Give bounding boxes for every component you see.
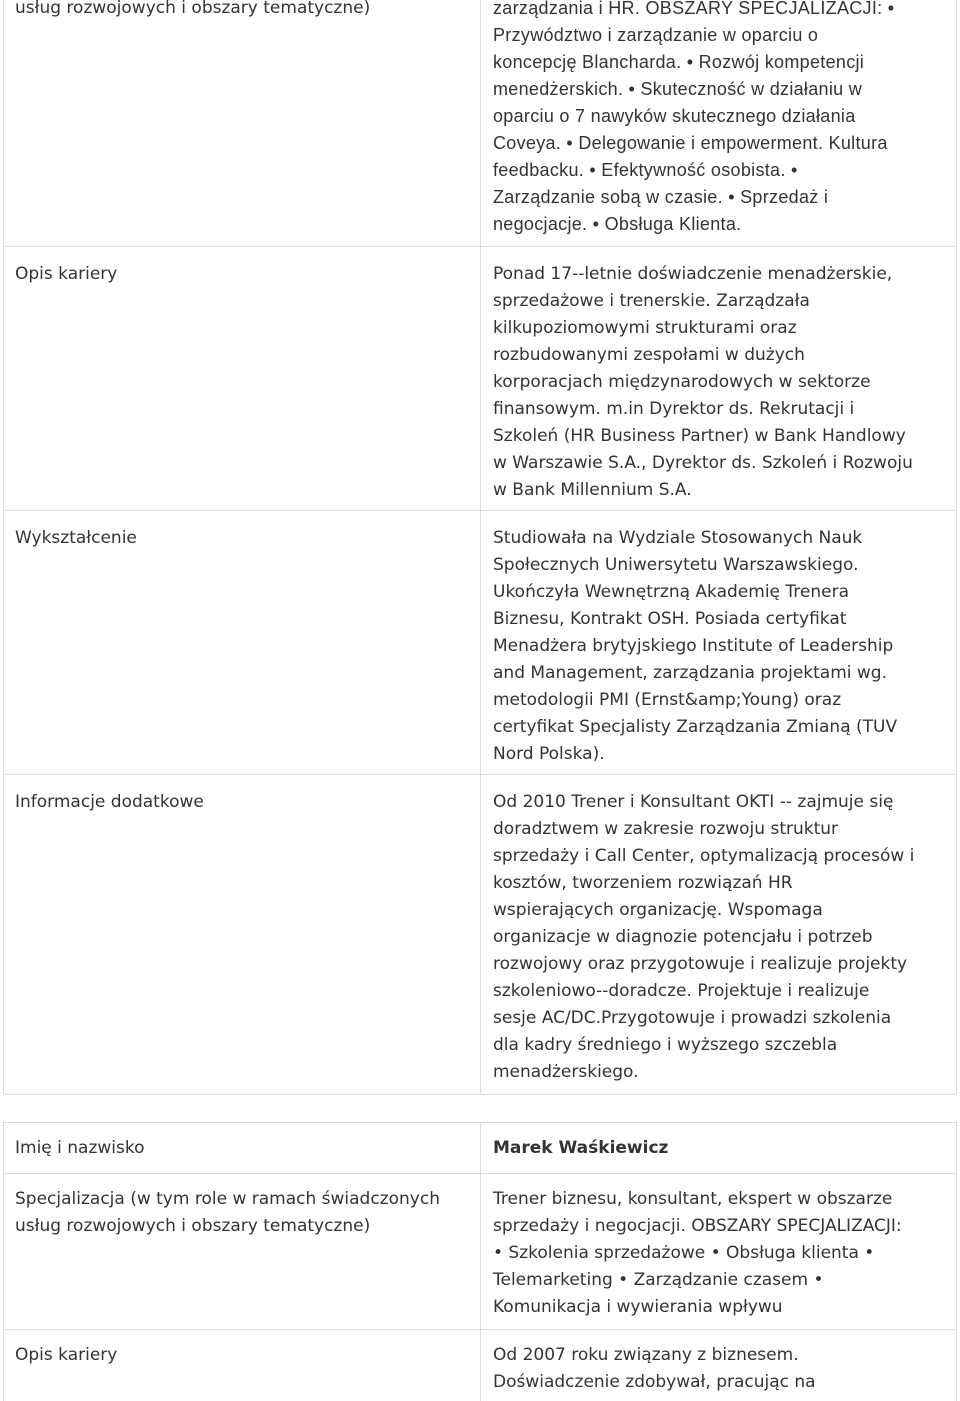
- value-line: Od 2010 Trener i Konsultant OKTI -- zajmuje się: [493, 792, 894, 812]
- row-imie-nazwisko: [4, 1123, 956, 1173]
- value-line: • Szkolenia sprzedażowe • Obsługa klienta •: [493, 1243, 875, 1263]
- value-line: Biznesu, Kontrakt OSH. Posiada certyfikat: [493, 609, 847, 629]
- column-divider: [480, 1174, 481, 1330]
- profile-card-1: [3, 0, 957, 1095]
- value-line: Społecznych Uniwersytetu Warszawskiego.: [493, 555, 859, 575]
- row-opis-kariery: [4, 1329, 956, 1401]
- value-line: Nord Polska).: [493, 744, 605, 764]
- value-line: doradztwem w zakresie rozwoju struktur: [493, 819, 839, 839]
- label-line: Wykształcenie: [15, 528, 137, 548]
- value-line: zarządzania i HR. OBSZARY SPECJALIZACJI: •: [493, 0, 895, 18]
- value-line: Zarządzanie sobą w czasie. • Sprzedaż i: [493, 187, 829, 207]
- value-line: Coveya. • Delegowanie i empowerment. Kultura: [493, 133, 888, 153]
- row-value: [493, 0, 953, 238]
- profile-card-2: [3, 1122, 957, 1401]
- label-line: Imię i nazwisko: [15, 1138, 145, 1158]
- value-line: w Warszawie S.A., Dyrektor ds. Szkoleń i Rozwoju: [493, 453, 913, 473]
- label-line: Specjalizacja (w tym role w ramach świadczonych: [15, 1189, 440, 1209]
- value-line: Doświadczenie zdobywał, pracując na: [493, 1372, 816, 1392]
- label-line: usług rozwojowych i obszary tematyczne): [15, 0, 371, 18]
- row-value: [493, 1342, 953, 1396]
- value-line: Trener biznesu, konsultant, ekspert w obszarze: [493, 1189, 893, 1209]
- value-line: Komunikacja i wywierania wpływu: [493, 1297, 783, 1317]
- value-line: rozbudowanymi zespołami w dużych: [493, 345, 805, 365]
- row-informacje-dodatkowe: [4, 774, 956, 1095]
- value-line: finansowym. m.in Dyrektor ds. Rekrutacji i: [493, 399, 855, 419]
- value-line: Telemarketing • Zarządzanie czasem •: [493, 1270, 824, 1290]
- label-line: Opis kariery: [15, 264, 118, 284]
- row-label: [15, 789, 475, 816]
- column-divider: [480, 511, 481, 775]
- value-line: Ukończyła Wewnętrzną Akademię Trenera: [493, 582, 850, 602]
- row-label: [15, 1342, 475, 1369]
- value-line: and Management, zarządzania projektami wg.: [493, 663, 888, 683]
- row-label: [15, 0, 475, 22]
- column-divider: [480, 1123, 481, 1173]
- value-line: feedbacku. • Efektywność osobista. •: [493, 160, 798, 180]
- row-value: [493, 1186, 953, 1321]
- value-line: Menadżera brytyjskiego Institute of Leadership: [493, 636, 894, 656]
- value-line: rozwojowy oraz przygotowuje i realizuje projekty: [493, 954, 908, 974]
- label-line: Informacje dodatkowe: [15, 792, 204, 812]
- value-line: w Bank Millennium S.A.: [493, 480, 692, 500]
- person-name: [493, 1135, 953, 1162]
- value-line: wspierających organizację. Wspomaga: [493, 900, 823, 920]
- value-line: koncepcję Blancharda. • Rozwój kompetencji: [493, 52, 865, 72]
- value-line: korporacjach międzynarodowych w sektorze: [493, 372, 871, 392]
- value-line: negocjacje. • Obsługa Klienta.: [493, 214, 742, 234]
- value-line: Przywództwo i zarządzanie w oparciu o: [493, 25, 819, 45]
- label-line: Opis kariery: [15, 1345, 118, 1365]
- value-line: sesje AC/DC.Przygotowuje i prowadzi szkolenia: [493, 1008, 892, 1028]
- row-value: [493, 525, 953, 768]
- value-line: sprzedaży i Call Center, optymalizacją procesów i: [493, 846, 915, 866]
- value-line: kilkupoziomowymi strukturami oraz: [493, 318, 797, 338]
- row-specjalizacja: [4, 0, 956, 246]
- value-line: Szkoleń (HR Business Partner) w Bank Handlowy: [493, 426, 906, 446]
- value-line: sprzedażowe i trenerskie. Zarządzała: [493, 291, 810, 311]
- value-line: dla kadry średniego i wyższego szczebla: [493, 1035, 838, 1055]
- column-divider: [480, 775, 481, 1095]
- column-divider: [480, 0, 481, 246]
- value-line: metodologii PMI (Ernst&amp;Young) oraz: [493, 690, 842, 710]
- row-label: [15, 1186, 475, 1240]
- value-line: Ponad 17--letnie doświadczenie menadżerskie,: [493, 264, 893, 284]
- row-opis-kariery: [4, 246, 956, 511]
- value-line: menadżerskiego.: [493, 1062, 639, 1082]
- value-line: oparciu o 7 nawyków skutecznego działania: [493, 106, 856, 126]
- value-line: Studiowała na Wydziale Stosowanych Nauk: [493, 528, 863, 548]
- row-label: [15, 261, 475, 288]
- value-line: certyfikat Specjalisty Zarządzania Zmianą (TUV: [493, 717, 898, 737]
- value-line: Od 2007 roku związany z biznesem.: [493, 1345, 799, 1365]
- column-divider: [480, 1330, 481, 1401]
- value-line: menedżerskich. • Skuteczność w działaniu w: [493, 79, 863, 99]
- value-line: Marek Waśkiewicz: [493, 1138, 669, 1158]
- value-line: sprzedaży i negocjacji. OBSZARY SPECJALIZACJI:: [493, 1216, 902, 1236]
- value-line: kosztów, tworzeniem rozwiązań HR: [493, 873, 793, 893]
- row-specjalizacja: [4, 1173, 956, 1330]
- row-value: [493, 261, 953, 504]
- value-line: szkoleniowo--doradcze. Projektuje i realizuje: [493, 981, 870, 1001]
- value-line: organizacje w diagnozie potencjału i potrzeb: [493, 927, 873, 947]
- label-line: usług rozwojowych i obszary tematyczne): [15, 1216, 371, 1236]
- row-value: [493, 789, 953, 1086]
- row-label: [15, 525, 475, 552]
- row-wyksztalcenie: [4, 510, 956, 775]
- column-divider: [480, 247, 481, 511]
- row-label: [15, 1135, 475, 1162]
